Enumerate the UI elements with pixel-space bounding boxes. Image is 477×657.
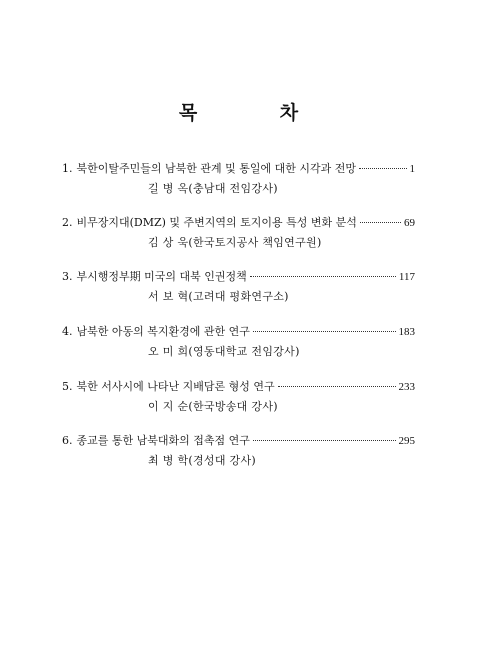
dot-leader: [253, 440, 396, 441]
toc-title: 목 차: [178, 102, 337, 124]
dot-leader: [359, 168, 407, 169]
dot-leader: [253, 331, 396, 332]
entry-page: 233: [398, 381, 415, 393]
entry-title: 북한이탈주민들의 남북한 관계 및 통일에 대한 시각과 전망: [76, 162, 356, 175]
entry-page: 295: [398, 435, 415, 447]
entry-number: 1.: [62, 162, 73, 175]
entry-author: 김 상 욱(한국토지공사 책임연구원): [148, 236, 322, 249]
entry-title: 남북한 아동의 복지환경에 관한 연구: [76, 325, 250, 338]
entry-author: 오 미 희(영동대학교 전임강사): [148, 345, 300, 358]
entry-number: 6.: [62, 434, 73, 447]
entry-author: 최 병 학(경성대 강사): [148, 454, 256, 467]
entry-number: 5.: [62, 380, 73, 393]
entry-title: 북한 서사시에 나타난 지배담론 형성 연구: [76, 380, 275, 393]
entry-author: 이 지 순(한국방송대 강사): [148, 400, 278, 413]
toc-entry-1: [62, 160, 415, 200]
toc-entry-3: [62, 268, 415, 308]
entry-author: 길 병 옥(충남대 전임강사): [148, 182, 278, 195]
dot-leader: [278, 386, 396, 387]
entry-page: 69: [404, 217, 415, 229]
entry-number: 2.: [62, 216, 73, 229]
toc-entry-6: [62, 432, 415, 472]
toc-entry-5: [62, 378, 415, 418]
entry-title: 종교를 통한 남북대화의 접촉점 연구: [76, 434, 250, 447]
dot-leader: [360, 222, 401, 223]
entry-page: 117: [398, 271, 415, 283]
entry-author: 서 보 혁(고려대 평화연구소): [148, 290, 289, 303]
toc-entry-2: [62, 214, 415, 254]
entry-title: 비무장지대(DMZ) 및 주변지역의 토지이용 특성 변화 분석: [76, 216, 357, 229]
dot-leader: [250, 276, 396, 277]
entry-page: 1: [409, 163, 415, 175]
toc-entry-4: [62, 323, 415, 363]
entry-title: 부시행정부期 미국의 대북 인권정책: [76, 270, 247, 283]
entry-page: 183: [398, 326, 415, 338]
entry-number: 4.: [62, 325, 73, 338]
entry-number: 3.: [62, 270, 73, 283]
